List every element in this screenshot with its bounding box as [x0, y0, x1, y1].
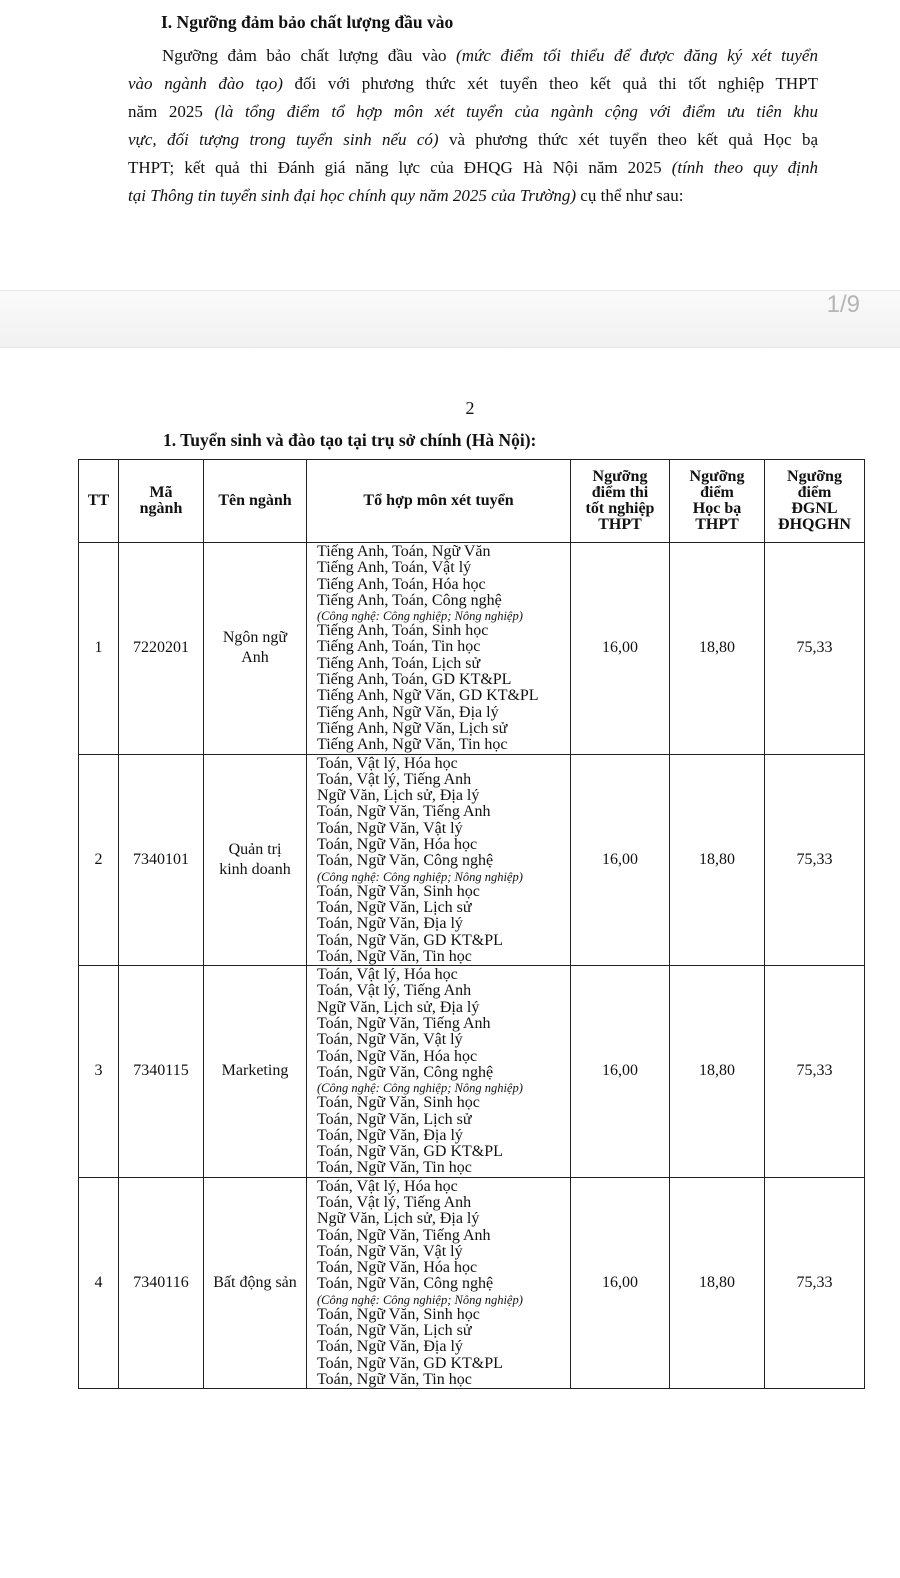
- combo-item: Ngữ Văn, Lịch sử, Địa lý: [317, 1210, 480, 1228]
- header-line: Quản trị: [228, 840, 282, 858]
- combo-item: Toán, Ngữ Văn, Hóa học: [317, 1047, 478, 1065]
- intro-line: [128, 126, 818, 154]
- admission-threshold-table: [78, 459, 865, 1389]
- combo-item: Tiếng Anh, Toán, Công nghệ: [317, 591, 502, 609]
- combo-item: Toán, Ngữ Văn, Công nghệ: [317, 1063, 494, 1081]
- page-indicator: 1/9: [826, 291, 860, 318]
- combo-item: Tiếng Anh, Ngữ Văn, Lịch sử: [317, 719, 508, 737]
- combo-item: Toán, Ngữ Văn, Sinh học: [317, 1094, 480, 1112]
- header-line: Bất động sản: [213, 1273, 297, 1291]
- table-title: 1. Tuyển sinh và đào tạo tại trụ sở chính (Hà Nội):: [163, 430, 537, 450]
- cell-tt: 1: [79, 543, 119, 755]
- combo-item: Ngữ Văn, Lịch sử, Địa lý: [317, 787, 480, 805]
- intro-line: [128, 154, 818, 182]
- cell-tt: 2: [79, 754, 119, 966]
- cell-code: 7220201: [119, 543, 204, 755]
- header-line: điểm: [797, 484, 832, 501]
- cell-dgnl-threshold: 75,33: [765, 1177, 865, 1389]
- cell-code: 7340116: [119, 1177, 204, 1389]
- header-line: kinh doanh: [219, 860, 291, 878]
- combo-note: (Công nghệ: Công nghiệp; Nông nghiệp): [317, 609, 523, 624]
- page-number: 2: [465, 398, 475, 418]
- intro-text: THPT; kết quả thi Đánh giá năng lực của ĐHQG Hà Nội năm 2025: [128, 158, 672, 177]
- intro-text: Ngưỡng đảm bảo chất lượng đầu vào: [162, 46, 457, 65]
- cell-code: 7340101: [119, 754, 204, 966]
- cell-subject-combos: [307, 754, 571, 966]
- header-line: Mã: [149, 484, 173, 501]
- combo-item: Toán, Ngữ Văn, Địa lý: [317, 1126, 463, 1144]
- combo-item: Tiếng Anh, Ngữ Văn, Tin học: [317, 736, 508, 754]
- combo-item: Toán, Ngữ Văn, Sinh học: [317, 882, 480, 900]
- header-code: [119, 460, 204, 543]
- header-line: Ngưỡng: [592, 468, 648, 485]
- intro-line: [128, 42, 818, 70]
- combo-item: Toán, Ngữ Văn, Tiếng Anh: [317, 803, 491, 821]
- combo-item: Toán, Ngữ Văn, Lịch sử: [317, 898, 472, 916]
- combo-item: Toán, Vật lý, Tiếng Anh: [317, 1193, 472, 1211]
- cell-hocba-threshold: 18,80: [670, 754, 765, 966]
- combo-note: (Công nghệ: Công nghiệp; Nông nghiệp): [317, 1081, 523, 1096]
- combo-item: Toán, Ngữ Văn, Công nghệ: [317, 1275, 494, 1293]
- page-indicator-bar: [0, 290, 900, 348]
- header-line: Học bạ: [692, 500, 742, 517]
- combo-item: Toán, Vật lý, Tiếng Anh: [317, 982, 472, 1000]
- combo-item: Toán, Ngữ Văn, GD KT&PL: [317, 1143, 503, 1161]
- combo-item: Tiếng Anh, Toán, Vật lý: [317, 559, 472, 577]
- header-line: ĐHQGHN: [778, 516, 851, 533]
- cell-dgnl-threshold: 75,33: [765, 543, 865, 755]
- table-row: [79, 1177, 865, 1389]
- combo-item: Toán, Ngữ Văn, Công nghệ: [317, 852, 494, 870]
- combo-item: Tiếng Anh, Toán, Tin học: [317, 638, 481, 656]
- cell-hocba-threshold: 18,80: [670, 1177, 765, 1389]
- cell-thpt-threshold: 16,00: [571, 754, 670, 966]
- combo-item: Toán, Ngữ Văn, Tiếng Anh: [317, 1015, 491, 1033]
- cell-major-name: [204, 543, 307, 755]
- cell-dgnl-threshold: 75,33: [765, 966, 865, 1178]
- header-hocba-threshold: [670, 460, 765, 543]
- combo-note: (Công nghệ: Công nghiệp; Nông nghiệp): [317, 1292, 523, 1307]
- document-page-1: [0, 0, 900, 320]
- combo-item: Ngữ Văn, Lịch sử, Địa lý: [317, 998, 480, 1016]
- cell-thpt-threshold: 16,00: [571, 966, 670, 1178]
- intro-text: và phương thức xét tuyển theo kết quả Học bạ: [438, 130, 818, 149]
- intro-text: tại Thông tin tuyển sinh đại học chính quy năm 2025 của Trường): [128, 186, 577, 205]
- intro-text: (mức điểm tối thiểu để được đăng ký xét tuyển: [456, 46, 818, 65]
- section-heading: I. Ngưỡng đảm bảo chất lượng đầu vào: [161, 12, 454, 32]
- header-tt: TT: [79, 460, 119, 543]
- cell-hocba-threshold: 18,80: [670, 543, 765, 755]
- combo-item: Tiếng Anh, Ngữ Văn, Địa lý: [317, 703, 499, 721]
- combo-item: Tiếng Anh, Toán, Lịch sử: [317, 654, 481, 672]
- combo-item: Toán, Ngữ Văn, Địa lý: [317, 915, 463, 933]
- header-line: Ngưỡng: [787, 468, 842, 485]
- header-line: THPT: [695, 516, 739, 533]
- combo-item: Toán, Vật lý, Hóa học: [317, 754, 458, 772]
- table-header-row: [79, 460, 865, 543]
- combo-item: Toán, Ngữ Văn, Sinh học: [317, 1305, 480, 1323]
- combo-item: Toán, Ngữ Văn, Tin học: [317, 947, 472, 965]
- header-line: ĐGNL: [791, 500, 838, 517]
- table-row: [79, 543, 865, 755]
- combo-item: Tiếng Anh, Ngữ Văn, GD KT&PL: [317, 687, 539, 705]
- intro-text: vào ngành đào tạo): [128, 74, 283, 93]
- table-row: [79, 966, 865, 1178]
- cell-subject-combos: [307, 543, 571, 755]
- cell-thpt-threshold: 16,00: [571, 1177, 670, 1389]
- intro-line: [128, 98, 818, 126]
- combo-item: Tiếng Anh, Toán, GD KT&PL: [317, 671, 512, 689]
- combo-item: Toán, Ngữ Văn, Hóa học: [317, 836, 478, 854]
- combo-item: Toán, Ngữ Văn, Địa lý: [317, 1338, 463, 1356]
- combo-item: Toán, Ngữ Văn, Lịch sử: [317, 1322, 472, 1340]
- table-row: [79, 754, 865, 966]
- combo-item: Toán, Vật lý, Tiếng Anh: [317, 770, 472, 788]
- combo-item: Tiếng Anh, Toán, Ngữ Văn: [317, 543, 491, 560]
- cell-major-name: [204, 1177, 307, 1389]
- combo-item: Toán, Ngữ Văn, Tin học: [317, 1159, 472, 1177]
- cell-major-name: [204, 754, 307, 966]
- header-combos: Tổ hợp môn xét tuyển: [307, 460, 571, 543]
- header-line: ngành: [139, 500, 183, 517]
- header-line: tốt nghiệp: [585, 500, 655, 517]
- cell-subject-combos: [307, 966, 571, 1178]
- intro-paragraph: [128, 42, 818, 210]
- intro-text: đối với phương thức xét tuyển theo kết quả thi tốt nghiệp THPT: [282, 74, 818, 93]
- header-thpt-threshold: [571, 460, 670, 543]
- header-line: Anh: [241, 649, 269, 667]
- combo-item: Toán, Ngữ Văn, Hóa học: [317, 1259, 478, 1277]
- cell-tt: 3: [79, 966, 119, 1178]
- intro-text: (là tổng điểm tổ hợp môn xét tuyển của ngành cộng với điểm ưu tiên khu: [214, 102, 819, 121]
- intro-text: vực, đối tượng trong tuyển sinh nếu có): [128, 130, 439, 149]
- header-name: Tên ngành: [204, 460, 307, 543]
- intro-text: năm 2025: [128, 102, 215, 121]
- cell-thpt-threshold: 16,00: [571, 543, 670, 755]
- combo-item: Toán, Ngữ Văn, Vật lý: [317, 1031, 463, 1049]
- combo-item: Toán, Ngữ Văn, Vật lý: [317, 1242, 463, 1260]
- combo-item: Tiếng Anh, Toán, Sinh học: [317, 622, 489, 640]
- header-line: điểm thi: [591, 484, 649, 501]
- combo-item: Toán, Vật lý, Hóa học: [317, 966, 458, 984]
- header-dgnl-threshold: [765, 460, 865, 543]
- header-line: Ngưỡng: [689, 468, 745, 485]
- cell-code: 7340115: [119, 966, 204, 1178]
- combo-item: Toán, Vật lý, Hóa học: [317, 1177, 458, 1195]
- header-line: Ngôn ngữ: [222, 629, 288, 647]
- cell-tt: 4: [79, 1177, 119, 1389]
- intro-text: (tính theo quy định: [671, 158, 818, 177]
- combo-note: (Công nghệ: Công nghiệp; Nông nghiệp): [317, 869, 523, 884]
- header-line: THPT: [598, 516, 642, 533]
- intro-line: [128, 182, 818, 210]
- header-line: điểm: [700, 484, 734, 501]
- combo-item: Toán, Ngữ Văn, GD KT&PL: [317, 1354, 503, 1372]
- combo-item: Toán, Ngữ Văn, GD KT&PL: [317, 931, 503, 949]
- header-line: Marketing: [221, 1062, 289, 1080]
- cell-hocba-threshold: 18,80: [670, 966, 765, 1178]
- combo-item: Toán, Ngữ Văn, Tiếng Anh: [317, 1226, 491, 1244]
- combo-item: Toán, Ngữ Văn, Vật lý: [317, 819, 463, 837]
- cell-subject-combos: [307, 1177, 571, 1389]
- intro-text: cụ thể như sau:: [576, 186, 684, 205]
- combo-item: Tiếng Anh, Toán, Hóa học: [317, 575, 486, 593]
- combo-item: Toán, Ngữ Văn, Tin học: [317, 1370, 472, 1388]
- intro-line: [128, 70, 818, 98]
- cell-dgnl-threshold: 75,33: [765, 754, 865, 966]
- cell-major-name: [204, 966, 307, 1178]
- combo-item: Toán, Ngữ Văn, Lịch sử: [317, 1110, 472, 1128]
